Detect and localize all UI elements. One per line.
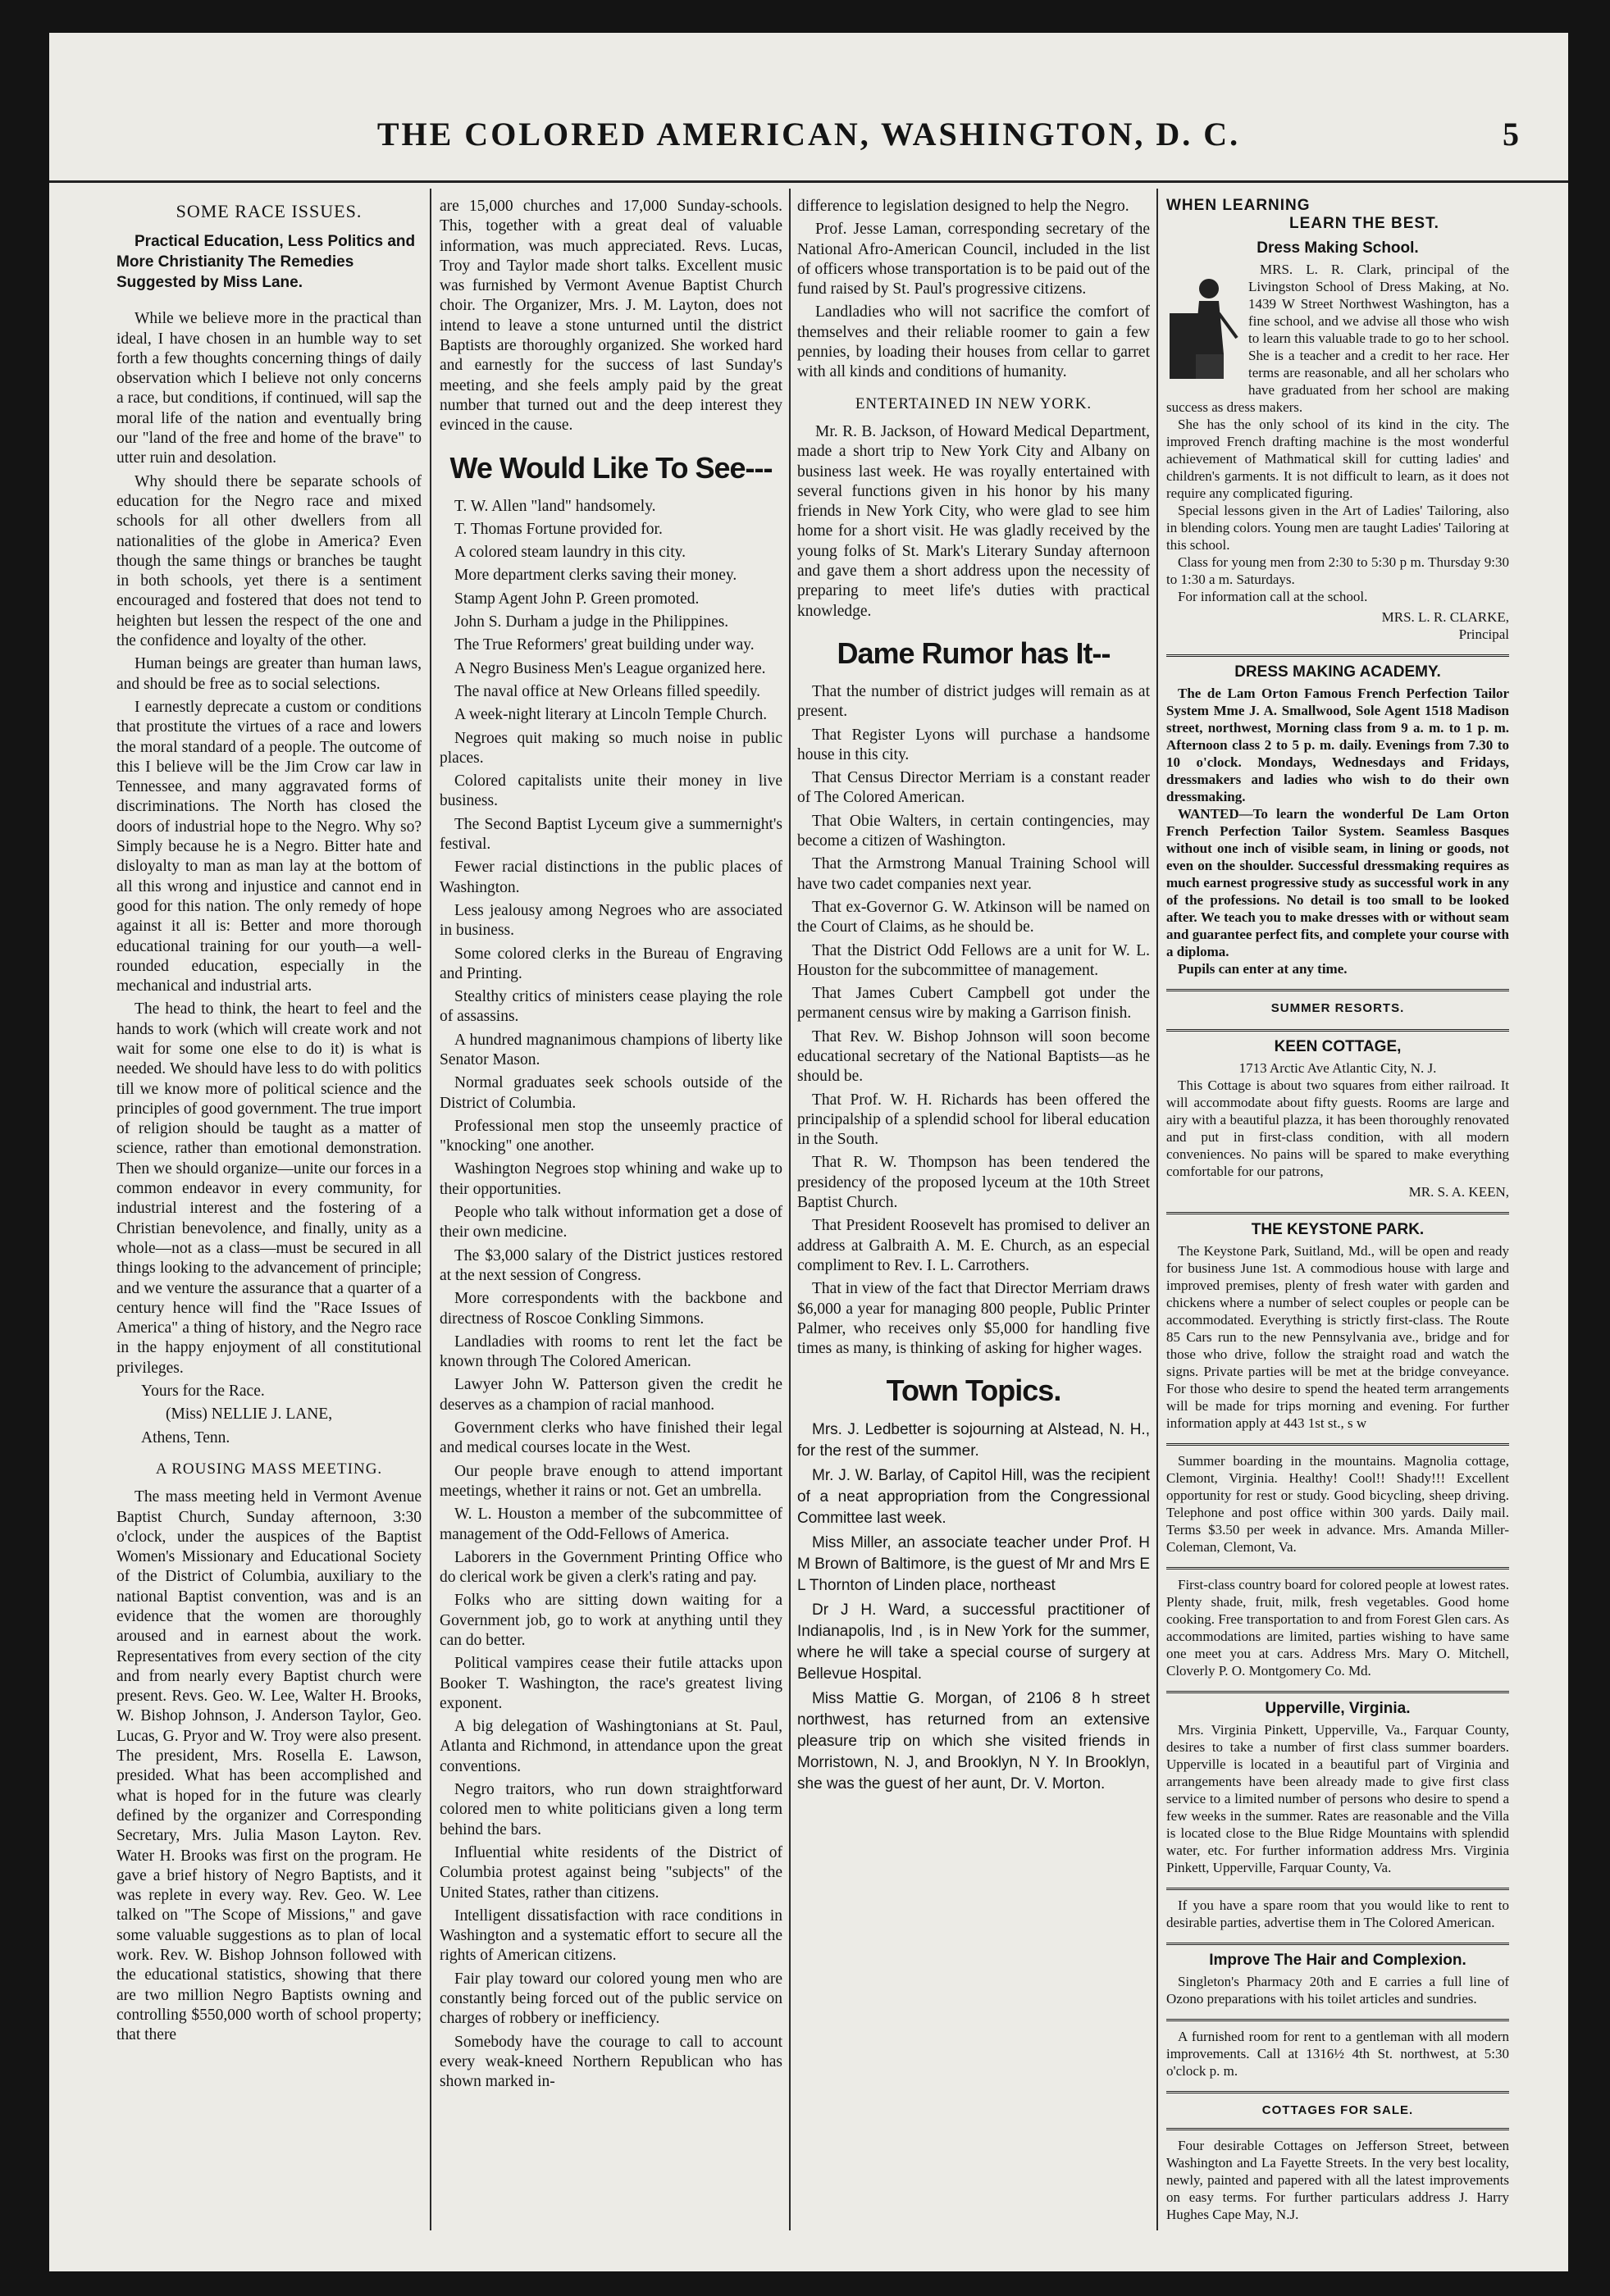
would-like-item: A big delegation of Washingtonians at St. Paul, Atlanta and Richmond, in attendance upon the great conventions. <box>440 1718 782 1775</box>
dressmaking-signature: MRS. L. R. CLARKE, <box>1381 609 1509 625</box>
rumor-list <box>797 682 1150 1360</box>
separator <box>1166 654 1509 657</box>
country-board-ad <box>1166 1576 1509 1679</box>
would-like-continuation: difference to legislation designed to help the Negro. <box>797 198 1129 215</box>
rumor-item: That the District Odd Fellows are a unit for W. L. Houston for the subcommittee of management. <box>797 941 1150 979</box>
would-like-item: A week-night literary at Lincoln Temple Church. <box>454 706 768 724</box>
rumor-headline: Dame Rumor has It-- <box>837 636 1111 670</box>
dressmaking-school-ad <box>1166 197 1509 643</box>
keen-signature: MR. S. A. KEEN, <box>1408 1184 1509 1200</box>
race-issues-paragraph: I earnestly deprecate a custom or conditions that prostitute the virtues of a race and lowers the moral standard of a people. The outcome of this I believe will be the Jim Crow car law in Tennessee, and many aggravated forms of discriminations. The North has closed the doors of industrial hope to the Negro. Why so? Simply because he is a Negro. Bitter hate and disloyalty to man as man lay at the bottom of all this wrong and injustice and cannot end in good for this nation. The only remedy of hope against it all is: Better and more thorough educational training for our youth—a well-rounded education, especially in the mechanical and industrial arts. <box>116 698 422 995</box>
would-like-item: Lawyer John W. Patterson given the credit he deserves as a champion of racial manhood. <box>440 1376 782 1414</box>
would-like-item: Some colored clerks in the Bureau of Engraving and Printing. <box>440 945 782 982</box>
would-like-item: Prof. Jesse Laman, corresponding secretary of the National Afro-American Council, included in the list of officers whose transportation is to be paid out of the fund raised by St. Paul's progressive citizens. <box>797 221 1150 298</box>
cottages-paragraph: Four desirable Cottages on Jefferson Street, between Washington and La Fayette Streets. In the very best locality, newly, painted and papered with all the latest improvements on easy terms. For further particulars address J. Harry Hughes Cape May, N.J. <box>1166 2138 1509 2222</box>
column-1 <box>116 197 422 2247</box>
would-like-item: The True Reformers' great building under way. <box>454 636 755 654</box>
upperville-title: Upperville, Virginia. <box>1265 1700 1411 1717</box>
separator <box>1166 989 1509 991</box>
column-3 <box>797 197 1150 2247</box>
would-like-item: Landladies who will not sacrifice the comfort of themselves and their reliable roomer to gain a few pennies, by loading their houses from cellar to garret with all kinds and conditions of humanity. <box>797 303 1150 381</box>
newspaper-page <box>49 33 1568 2271</box>
academy-paragraph: The de Lam Orton Famous French Perfection Tailor System Mme J. A. Smallwood, Sole Agent 1518 Madison street, northwest, Morning class from 9 a. m. to 1 p. m. Afternoon class 2 to 5 p. m. daily. Evenings from 7.30 to 10 o'clock. Mondays, Wednesdays and Fridays, dressmakers and ladies who wish to do their own dressmaking. <box>1166 686 1509 804</box>
would-like-item: Less jealousy among Negroes who are associated in business. <box>440 901 782 940</box>
dressmaking-head-right: LEARN THE BEST. <box>1289 215 1439 232</box>
column-rule <box>1156 189 1158 2230</box>
separator <box>1166 1029 1509 1032</box>
race-issues-paragraph: While we believe more in the practical than ideal, I have chosen in an humble way to set forth a few thoughts concerning things of daily observation which I believe not only concerns a race, but conditions, if continued, will sap the moral life of the nation and eventually bring our "land of the free and home of the brave" to utter ruin and desolation. <box>116 310 422 467</box>
would-like-item: Folks who are sitting down waiting for a Government job, go to work at anything until they can do better. <box>440 1592 782 1649</box>
column-2 <box>440 197 782 2247</box>
town-topic-item: Miss Miller, an associate teacher under Prof. H M Brown of Baltimore, is the guest of Mr and Mrs E L Thornton of Linden place, northeast <box>797 1534 1150 1595</box>
keen-title: KEEN COTTAGE, <box>1274 1038 1402 1055</box>
summer-resorts-heading: SUMMER RESORTS. <box>1270 1001 1405 1015</box>
dressmaking-paragraph: Special lessons given in the Art of Ladies' Tailoring, also in blending colors. Young men are taught Ladies' Tailoring at this school. <box>1166 503 1509 553</box>
would-like-item: T. Thomas Fortune provided for. <box>454 520 663 538</box>
academy-ad <box>1166 663 1509 977</box>
rumor-item: That Census Director Merriam is a constant reader of The Colored American. <box>797 769 1150 807</box>
would-like-item: Government clerks who have finished their legal and medical courses locate in the West. <box>440 1419 782 1457</box>
would-like-item: Fair play toward our colored young men who are constantly being forced out of the public service on charges of robbery or inefficiency. <box>440 1970 782 2028</box>
dressmaking-paragraph: Class for young men from 2:30 to 5:30 p m. Thursday 9:30 to 1:30 a m. Saturdays. <box>1166 554 1509 587</box>
rumor-item: That the number of district judges will remain as at present. <box>797 682 1150 721</box>
separator <box>1166 1691 1509 1693</box>
column-rule <box>430 189 431 2230</box>
rumor-item: That Rev. W. Bishop Johnson will soon become educational secretary of the National Baptists—as he should be. <box>797 1027 1150 1086</box>
cottages-title: COTTAGES FOR SALE. <box>1261 2103 1414 2117</box>
would-like-item: Somebody have the courage to call to account every weak-kneed Northern Republican who has shown marked in- <box>440 2033 782 2091</box>
would-like-item: The Second Baptist Lyceum give a summernight's festival. <box>440 815 782 854</box>
keystone-paragraph: The Keystone Park, Suitland, Md., will be open and ready for business June 1st. A commodious house with large and improved premises, plenty of fresh water with garden and chickens where a number of select couples or people can be accommodated. Everything is strictly first-class. The Route 85 Cars run to the new Pennsylvania ave., bridge and for those who drive, follow the straight road and watch the signs. Private parties will be met at the bridge conveyance. For those who desire to spend the heated term arrangements will be made for trips morning and evening. For further information apply at 443 1st st., s w <box>1166 1243 1509 1431</box>
mass-meeting-continuation: are 15,000 churches and 17,000 Sunday-schools. This, together with a great deal of valuable information, was much appreciated. Revs. Lucas, Troy and Taylor made short talks. Excellent music was furnished by Vermont Avenue Baptist Church choir. The Organizer, Mrs. J. M. Layton, does not intend to leave a stone unturned until the district Baptists are thoroughly organized. She worked hard and earnestly for the success of last Sunday's meeting, and she feels amply paid by the great number that turned out and the deep interest they evinced in the cause. <box>440 198 782 435</box>
rumor-item: That Register Lyons will purchase a handsome house in this city. <box>797 726 1150 763</box>
separator <box>1166 1567 1509 1569</box>
magnolia-cottage-ad <box>1166 1452 1509 1556</box>
keen-cottage-ad <box>1166 1038 1509 1200</box>
would-like-item: More department clerks saving their money. <box>454 567 737 585</box>
furnished-room-paragraph: A furnished room for rent to a gentleman with all modern improvements. Call at 1316½ 4th St. northwest, at 5:30 o'clock p. m. <box>1166 2029 1509 2079</box>
rumor-item: That Obie Walters, in certain contingencies, may become a citizen of Washington. <box>797 812 1150 850</box>
keen-address: 1713 Arctic Ave Atlantic City, N. J. <box>1238 1060 1437 1076</box>
race-issues-subhead: Practical Education, Less Politics and More Christianity The Remedies Suggested by Miss Lane. <box>116 233 416 292</box>
furnished-room-ad <box>1166 2028 1509 2080</box>
race-issues-closing: Yours for the Race. <box>141 1383 265 1401</box>
separator <box>1166 2128 1509 2130</box>
would-like-item: People who talk without information get a dose of their own medicine. <box>440 1204 782 1241</box>
would-like-item: Professional men stop the unseemly practice of "knocking" one another. <box>440 1117 782 1155</box>
column-rule <box>789 189 791 2230</box>
rumor-item: That Prof. W. H. Richards has been offered the principalship of a splendid school for liberal education in the South. <box>797 1091 1150 1149</box>
would-like-item: Fewer racial distinctions in the public places of Washington. <box>440 859 782 896</box>
would-like-item: Stealthy critics of ministers cease playing the role of assassins. <box>440 988 782 1026</box>
town-topic-item: Mrs. J. Ledbetter is sojourning at Alstead, N. H., for the rest of the summer. <box>797 1421 1150 1460</box>
would-like-item: Our people brave enough to attend important meetings, whether it rains or not. Get an umbrella. <box>440 1462 782 1500</box>
would-like-item: More correspondents with the backbone and directness of Roscoe Conkling Simmons. <box>440 1290 782 1328</box>
spare-room-paragraph: If you have a spare room that you would like to rent to desirable parties, advertise them in The Colored American. <box>1166 1897 1509 1930</box>
would-like-item: W. L. Houston a member of the subcommittee of management of the Odd-Fellows of America. <box>440 1506 782 1543</box>
mass-meeting-headline: A ROUSING MASS MEETING. <box>155 1460 383 1478</box>
dressmaking-signature-title: Principal <box>1458 626 1509 642</box>
race-issues-signature: (Miss) NELLIE J. LANE, <box>166 1405 333 1424</box>
page-number: 5 <box>1503 116 1519 153</box>
race-issues-paragraph: The head to think, the heart to feel and the hands to work (which will create work and not wait for some one else to do it) is what is needed. We should have less to do with politics till we know more of political science and the principles of good government. The true import of religion should be taught as a matter of science, rather than emotional demonstration. Then we should organize—unite our forces in a common endeavor in every community, for industrial interest and the fostering of a Christian benevolence, and finally, unity as a whole—not as a class—must be secured in all things looking to the advancement of principle; and we venture the assurance that a quarter of a century hence will find the "Race Issues of America" a thing of history, and the Negro race in the happy enjoyment of all constitutional privileges. <box>116 1000 422 1377</box>
race-issues-paragraph: Human beings are greater than human laws, and should be free as to social selections. <box>116 655 422 693</box>
race-issues-place: Athens, Tenn. <box>141 1428 230 1446</box>
rumor-item: That ex-Governor G. W. Atkinson will be named on the Court of Claims, as he should be. <box>797 898 1150 936</box>
masthead <box>49 115 1568 183</box>
dressmaking-head-left: WHEN LEARNING <box>1166 197 1311 214</box>
complexion-title: Improve The Hair and Complexion. <box>1209 1952 1466 1969</box>
masthead-title: THE COLORED AMERICAN, WASHINGTON, D. C. <box>376 116 1241 153</box>
would-like-list <box>440 497 782 2093</box>
dressmaking-paragraph: She has the only school of its kind in the city. The improved French drafting machine is the most wonderful achievement of Mathmatical skill for cutting ladies' and children's garments. It is not difficult to learn, as it does not require any complicated figuring. <box>1166 417 1509 501</box>
separator <box>1166 2091 1509 2093</box>
keen-paragraph: This Cottage is about two squares from either railroad. It will accommodate about fifty guests. Rooms are large and airy with a beautiful plazza, it has been thoroughly renovated and put in first-class condition, with all modern conveniences. No pains will be spared to make everything comfortable for our patrons, <box>1166 1077 1509 1179</box>
town-topic-item: Miss Mattie G. Morgan, of 2106 8 h street northwest, has returned from an extensive pleasure trip on which she visited friends in Morristown, N. J, and Brooklyn, N Y. In Brooklyn, she was the guest of her aunt, Dr. V. Morton. <box>797 1690 1150 1793</box>
complexion-paragraph: Singleton's Pharmacy 20th and E carries a full line of Ozono preparations with his toilet articles and sundries. <box>1166 1974 1509 2007</box>
cottages-for-sale-ad <box>1166 2102 1509 2223</box>
would-like-item: The naval office at New Orleans filled speedily. <box>454 682 761 700</box>
town-topics-headline: Town Topics. <box>886 1374 1061 1408</box>
column-4 <box>1166 197 1509 2247</box>
would-like-item: Intelligent dissatisfaction with race conditions in Washington and a systematic effort to secure all the rights of American citizens. <box>440 1906 782 1965</box>
rumor-item: That in view of the fact that Director Merriam draws $6,000 a year for managing 800 people, Public Printer Palmer, who receives only $5,000 for handling five times as many, is thinking of asking for higher wages. <box>797 1280 1150 1358</box>
would-like-item: Laborers in the Government Printing Office who do clerical work be given a clerk's rating and pay. <box>440 1548 782 1587</box>
separator <box>1166 1443 1509 1446</box>
dressmaking-paragraph: For information call at the school. <box>1178 589 1368 604</box>
dressmaking-paragraph: MRS. L. R. Clark, principal of the Livingston School of Dress Making, at No. 1439 W Street Northwest Washington, has a fine school, and we advise all those who wish to learn this valuable trade to go to her school. She is a teacher and a credit to her race. Her terms are reasonable, and all her scholars who have graduated from her school are making success as dress makers. <box>1166 262 1509 415</box>
would-like-item: Normal graduates seek schools outside of the District of Columbia. <box>440 1074 782 1112</box>
separator <box>1166 1888 1509 1890</box>
academy-paragraph: Pupils can enter at any time. <box>1178 961 1348 977</box>
rumor-item: That James Cubert Campbell got under the permanent census wire by making a Garrison finish. <box>797 985 1150 1023</box>
dressmaking-title: Dress Making School. <box>1257 239 1419 257</box>
race-issues-paragraph: Why should there be separate schools of education for the Negro race and mixed schools for all other dwellers from all nationalities of the globe in America? Even though the same things or branches be taught in both schools, yet there is a sentiment encouraged and fostered that does not tend to heighten but lessen the respect of the one and the confidence and loyalty of the other. <box>116 472 422 650</box>
upperville-ad <box>1166 1700 1509 1876</box>
would-like-item: T. W. Allen "land" handsomely. <box>454 497 656 515</box>
rumor-item: That the Armstrong Manual Training School will have two cadet companies next year. <box>797 855 1150 893</box>
entertained-headline: ENTERTAINED IN NEW YORK. <box>855 394 1092 412</box>
separator <box>1166 1943 1509 1945</box>
would-like-item: A Negro Business Men's League organized here. <box>454 659 766 677</box>
complexion-ad <box>1166 1952 1509 2007</box>
town-topics-list <box>797 1419 1150 1795</box>
town-topic-item: Dr J H. Ward, a successful practitioner of Indianapolis, Ind , is in New York for the summer, where he will take a special course of surgery at Bellevue Hospital. <box>797 1601 1150 1683</box>
race-issues-headline: SOME RACE ISSUES. <box>176 201 363 221</box>
would-like-headline: We Would Like To See--- <box>449 450 773 485</box>
seamstress-illustration-icon <box>1166 264 1240 387</box>
would-like-item: Landladies with rooms to rent let the fact be known through The Colored American. <box>440 1332 782 1371</box>
country-board-paragraph: First-class country board for colored people at lowest rates. Plenty shade, fruit, milk, fresh vegetables. Good home cooking. Free transportation to and from Forest Glen cars. As accommodations are limited, parties wishing to have same one meet you at cars. Address Mrs. Mary O. Mitchell, Cloverly P. O. Montgomery Co. Md. <box>1166 1577 1509 1679</box>
keystone-park-ad <box>1166 1221 1509 1432</box>
rumor-item: That President Roosevelt has promised to deliver an address at Galbraith A. M. E. Church, as an especial compliment to Rev. I. L. Carrothers. <box>797 1217 1150 1274</box>
entertained-paragraph: Mr. R. B. Jackson, of Howard Medical Department, made a short trip to New York City and Albany on business last week. He was royally entertained with several functions given in his honor by his many friends in New York City, who were glad to see him home for a short visit. He was gladly received by the young folks of St. Mark's Literary Sunday afternoon and gave them a short address upon the necessity of preparing to meet life's duties with practical knowledge. <box>797 422 1150 620</box>
spare-room-ad <box>1166 1897 1509 1931</box>
magnolia-paragraph: Summer boarding in the mountains. Magnolia cottage, Clemont, Virginia. Healthy! Cool!! Shady!!! Excellent opportunity for rest or study. Good bicycling, sheep driving. Telephone and post office within 300 yards. Daily mail. Terms $3.50 per week in advance. Mrs. Amanda Miller-Coleman, Clemont, Va. <box>1166 1453 1509 1555</box>
academy-paragraph: WANTED—To learn the wonderful De Lam Orton French Perfection Tailor System. Seamless Basques without one inch of visible seam, in lining or goods, not even on the shoulder. Successful dressmaking requires as much earnest progressive study as successful work in any of the professions. No detail is too small to be looked after. We teach you to make dresses with or without seam and guarantee perfect fits, and complete your course with a diploma. <box>1166 806 1509 959</box>
would-like-item: John S. Durham a judge in the Philippines. <box>454 613 729 631</box>
separator <box>1166 1212 1509 1214</box>
academy-title: DRESS MAKING ACADEMY. <box>1234 663 1441 681</box>
would-like-item: Stamp Agent John P. Green promoted. <box>454 590 700 608</box>
would-like-item: A colored steam laundry in this city. <box>454 544 686 562</box>
upperville-paragraph: Mrs. Virginia Pinkett, Upperville, Va., Farquar County, desires to take a number of first class summer boarders. Upperville is located in a beautiful part of Virginia and arrangements have been already made to give first class service to a limited number of persons who desire to spend a few weeks in the summer. Rates are reasonable and the Villa is located close to the Blue Ridge Mountains with splendid water, etc. For further information address Mrs. Virginia Pinkett, Upperville, Farquar County, Va. <box>1166 1722 1509 1875</box>
would-like-item: Negro traitors, who run down straightforward colored men to white politicians given a long term behind the bars. <box>440 1781 782 1838</box>
would-like-item: A hundred magnanimous champions of liberty like Senator Mason. <box>440 1031 782 1068</box>
would-like-item: Political vampires cease their futile attacks upon Booker T. Washington, the race's greatest living exponent. <box>440 1655 782 1712</box>
would-like-item: Influential white residents of the District of Columbia protest against being "subjects" of the United States, rather than citizens. <box>440 1843 782 1902</box>
keystone-title: THE KEYSTONE PARK. <box>1251 1221 1425 1238</box>
town-topic-item: Mr. J. W. Barlay, of Capitol Hill, was the recipient of a neat appropriation from the Congressional Committee last week. <box>797 1467 1150 1528</box>
separator <box>1166 2019 1509 2021</box>
would-like-item: Negroes quit making so much noise in public places. <box>440 729 782 767</box>
would-like-item: The $3,000 salary of the District justices restored at the next session of Congress. <box>440 1246 782 1284</box>
would-like-item: Washington Negroes stop whining and wake up to their opportunities. <box>440 1160 782 1198</box>
rumor-item: That R. W. Thompson has been tendered the presidency of the proposed lyceum at the 10th Street Baptist Church. <box>797 1154 1150 1212</box>
would-like-item: Colored capitalists unite their money in live business. <box>440 772 782 810</box>
mass-meeting-paragraph: The mass meeting held in Vermont Avenue Baptist Church, Sunday afternoon, 3:30 o'clock, under the auspices of the Baptist Women's Missionary and Educational Society of the District of Columbia, auxiliary to the national Baptist convention, was and is an evidence that the women are thoroughly aroused and in earnest about the work. Representatives from every section of the city and from nearly every Baptist church were present. Revs. Geo. W. Lee, Walter H. Brooks, W. Bishop Johnson, J. Anderson Taylor, Geo. Lucas, G. Pryor and W. Troy were also present. The president, Mrs. Rosella E. Lawson, presided. What has been accomplished and what is hoped for in the future was clearly defined by the organizer and Corresponding Secretary, Mrs. Julia Mason Layton. Rev. Water H. Brooks was first on the program. He gave a brief history of Negro Baptists, and it was replete in every way. Rev. Geo. W. Lee talked on "The Scope of Missions," and gave some valuable suggestions as to plan of local work. Rev. W. Bishop Johnson followed with the educational statistics, showing that there are two million Negro Baptists owning and controlling $550,000 worth of school property; that there <box>116 1488 422 2044</box>
